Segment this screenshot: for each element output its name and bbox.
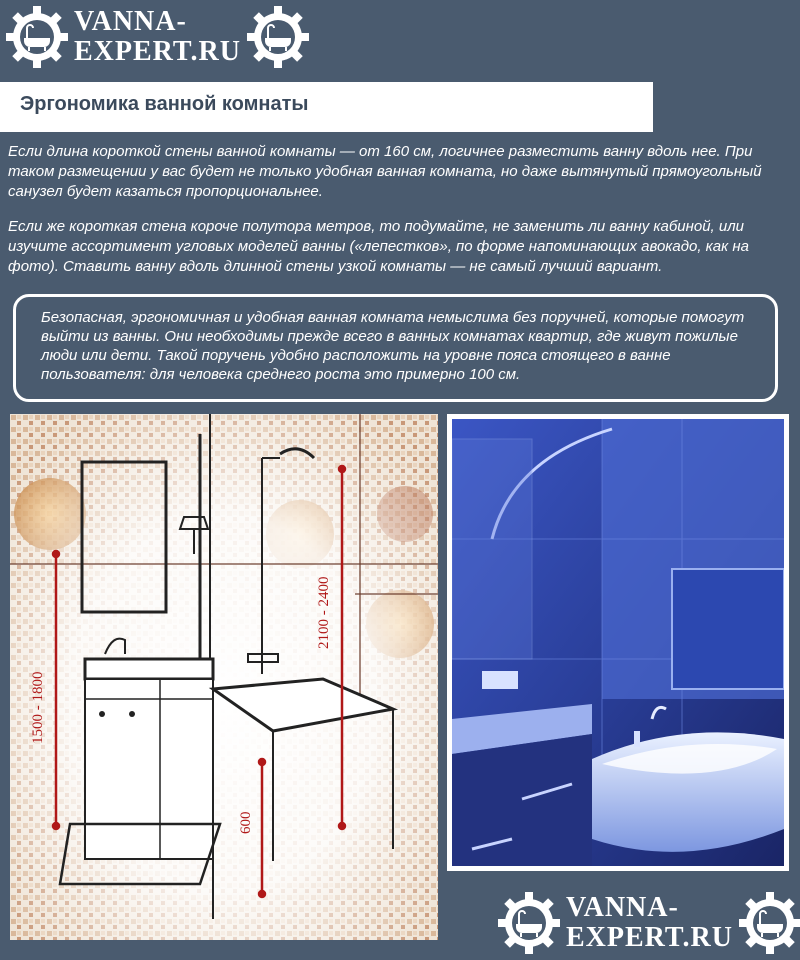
bathtub-gear-icon — [496, 890, 562, 956]
logo-text — [74, 7, 241, 67]
site-logo-bottom[interactable] — [496, 890, 800, 956]
logo-text — [566, 893, 733, 953]
sketch-drawing — [10, 414, 438, 940]
dim-label-tub-height: 600 — [238, 811, 254, 834]
callout-box — [13, 294, 778, 402]
paragraph-2: Если же короткая стена короче полутора метров, то подумайте, не заменить ли ванну кабиной, или изучите ассортимент угловых моделей ванны («лепестков», по форме напоминающих авокадо, как на фото). Ставить ванну вдоль длинной стены узкой комнаты — не самый лучший вариант. — [8, 218, 749, 275]
logo-line-2: EXPERT.RU — [566, 922, 733, 953]
bathroom-photo-drawing — [452, 419, 784, 866]
bathtub-gear-icon — [737, 890, 800, 956]
logo-line-1: VANNA- — [566, 892, 679, 923]
corner-bathtub-photo — [447, 414, 789, 871]
bathtub-gear-icon — [4, 4, 70, 70]
paragraph-1: Если длина короткой стены ванной комнаты — от 160 см, логичнее разместить ванну вдоль нее. При таком размещении у вас будет не только удобная ванная комната, но даже вытянутый прямоугольный санузел будет казаться пропорциональнее. — [8, 143, 762, 200]
bathroom-sketch-illustration — [10, 414, 438, 940]
logo-line-1: VANNA- — [74, 6, 187, 37]
callout-text: Безопасная, эргономичная и удобная ванная комната немыслима без поручней, которые помогут выйти из ванны. Они необходимы прежде всего в ванных комнатах квартир, где живут пожилые люди или дети. Такой поручень удобно расположить на уровне пояса стоящего в ванне пользователя: для человека среднего роста это примерно 100 см. — [41, 309, 745, 383]
bathtub-gear-icon — [245, 4, 311, 70]
dim-label-shower-height: 2100 - 2400 — [316, 576, 332, 649]
page-title: Эргономика ванной комнаты — [20, 93, 309, 115]
logo-line-2: EXPERT.RU — [74, 36, 241, 67]
dim-label-sink-height: 1500 - 1800 — [30, 671, 46, 744]
title-bar — [0, 82, 653, 132]
site-logo-top[interactable] — [4, 4, 311, 70]
